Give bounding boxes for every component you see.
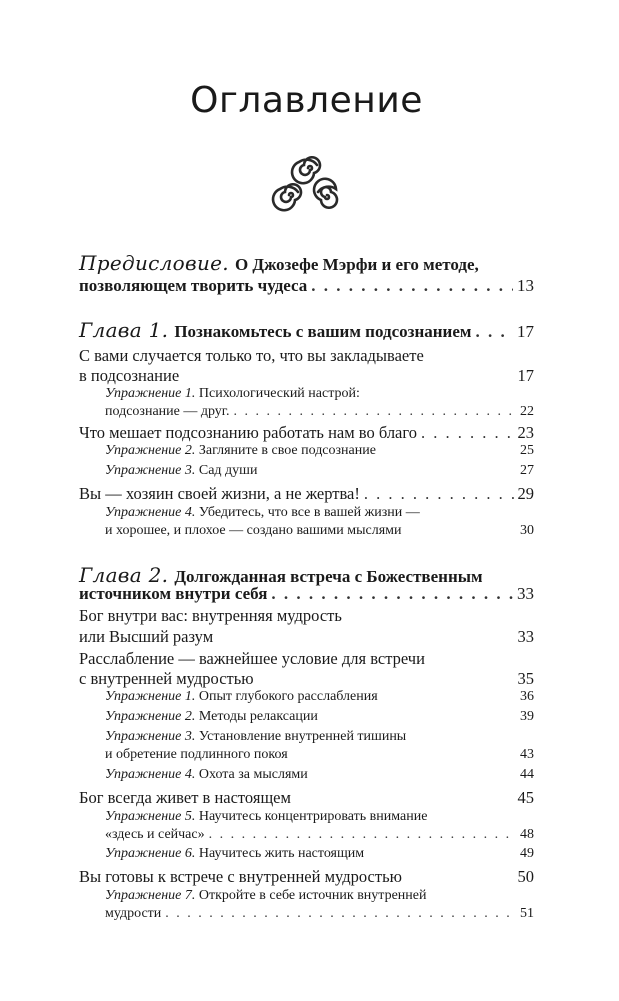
chapter-1-label: Глава 1. (79, 318, 169, 342)
preface-label: Предисловие. (79, 251, 229, 275)
page-number: 29 (517, 484, 534, 503)
page-number: 30 (520, 523, 534, 538)
page-number: 25 (520, 443, 534, 458)
ch1-exercise-2[interactable]: Упражнение 2. Загляните в свое подсознание 25 (105, 443, 534, 458)
ch2-exercise-3-line2[interactable]: и обретение подлинного покоя 43 (105, 747, 534, 762)
page-title: Оглавление (190, 80, 423, 121)
ch1-exercise-1-line1: Упражнение 1. Психологический настрой: (105, 386, 360, 401)
page-number: 17 (517, 366, 534, 385)
ch1-exercise-4-line1: Упражнение 4. Убедитесь, что все в вашей жизни — (105, 505, 420, 520)
ch1-exercise-4-line2[interactable]: и хорошее, и плохое — создано вашими мыслями 30 (105, 523, 534, 538)
preface-line2[interactable]: позволяющем творить чудеса . . . 13 (79, 276, 534, 296)
ch1-exercise-1-line2[interactable]: подсознание — друг. . . . 22 (105, 404, 534, 420)
ch2-exercise-2[interactable]: Упражнение 2. Методы релаксации 39 (105, 709, 534, 724)
ch2-exercise-5-line2[interactable]: «здесь и сейчас» . . . 48 (105, 827, 534, 843)
ch1-section-3[interactable]: Вы — хозяин своей жизни, а не жертва! . . . 29 (79, 484, 534, 504)
page-number: 44 (520, 767, 534, 782)
ch2-section-1-line2[interactable]: или Высший разум 33 (79, 627, 534, 646)
ch2-section-2-line1: Расслабление — важнейшее условие для встречи (79, 649, 425, 668)
ch2-exercise-3-line1: Упражнение 3. Установление внутренней тишины (105, 729, 407, 744)
ch1-section-1-line2[interactable]: в подсознание 17 (79, 366, 534, 385)
page-number: 33 (517, 627, 534, 646)
ch2-exercise-7-line1: Упражнение 7. Откройте в себе источник внутренней (105, 888, 427, 903)
page-number: 43 (520, 747, 534, 762)
ch2-exercise-7-line2[interactable]: мудрости . . . 51 (105, 906, 534, 922)
triple-spiral-icon (269, 150, 347, 216)
ch2-exercise-5-line1: Упражнение 5. Научитесь концентрировать внимание (105, 809, 428, 824)
page-number: 36 (520, 689, 534, 704)
page-number: 45 (517, 788, 534, 807)
page-number: 35 (517, 669, 534, 688)
page-number: 23 (517, 423, 534, 442)
page-number: 17 (517, 322, 534, 341)
page-number: 13 (517, 276, 534, 295)
ch1-section-1-line1: С вами случается только то, что вы закладываете (79, 346, 424, 365)
chapter-2-line2[interactable]: источником внутри себя . . . 33 (79, 584, 534, 604)
page-number: 27 (520, 463, 534, 478)
chapter-2-line1: Глава 2. Долгожданная встреча с Божественным (79, 563, 483, 587)
page-number: 51 (520, 906, 534, 921)
page-number: 49 (520, 846, 534, 861)
ch2-exercise-1[interactable]: Упражнение 1. Опыт глубокого расслабления 36 (105, 689, 534, 704)
chapter-1-title[interactable]: Глава 1. Познакомьтесь с вашим подсознанием . . . 17 (79, 318, 534, 342)
page-number: 22 (520, 404, 534, 419)
preface-line1: Предисловие. О Джозефе Мэрфи и его методе, (79, 251, 479, 275)
page-number: 39 (520, 709, 534, 724)
chapter-2-label: Глава 2. (79, 563, 169, 587)
ch1-exercise-3[interactable]: Упражнение 3. Сад души 27 (105, 463, 534, 478)
ch2-section-3[interactable]: Бог всегда живет в настоящем 45 (79, 788, 534, 807)
ch2-section-2-line2[interactable]: с внутренней мудростью 35 (79, 669, 534, 688)
page-number: 50 (517, 867, 534, 886)
ch2-section-1-line1: Бог внутри вас: внутренняя мудрость (79, 606, 342, 625)
page-number: 48 (520, 827, 534, 842)
ch2-exercise-4[interactable]: Упражнение 4. Охота за мыслями 44 (105, 767, 534, 782)
ch2-exercise-6[interactable]: Упражнение 6. Научитесь жить настоящим 49 (105, 846, 534, 861)
page-number: 33 (517, 584, 534, 603)
ch2-section-4[interactable]: Вы готовы к встрече с внутренней мудростью 50 (79, 867, 534, 886)
ch1-section-2[interactable]: Что мешает подсознанию работать нам во благо . . . 23 (79, 423, 534, 443)
toc-page (79, 0, 534, 1001)
